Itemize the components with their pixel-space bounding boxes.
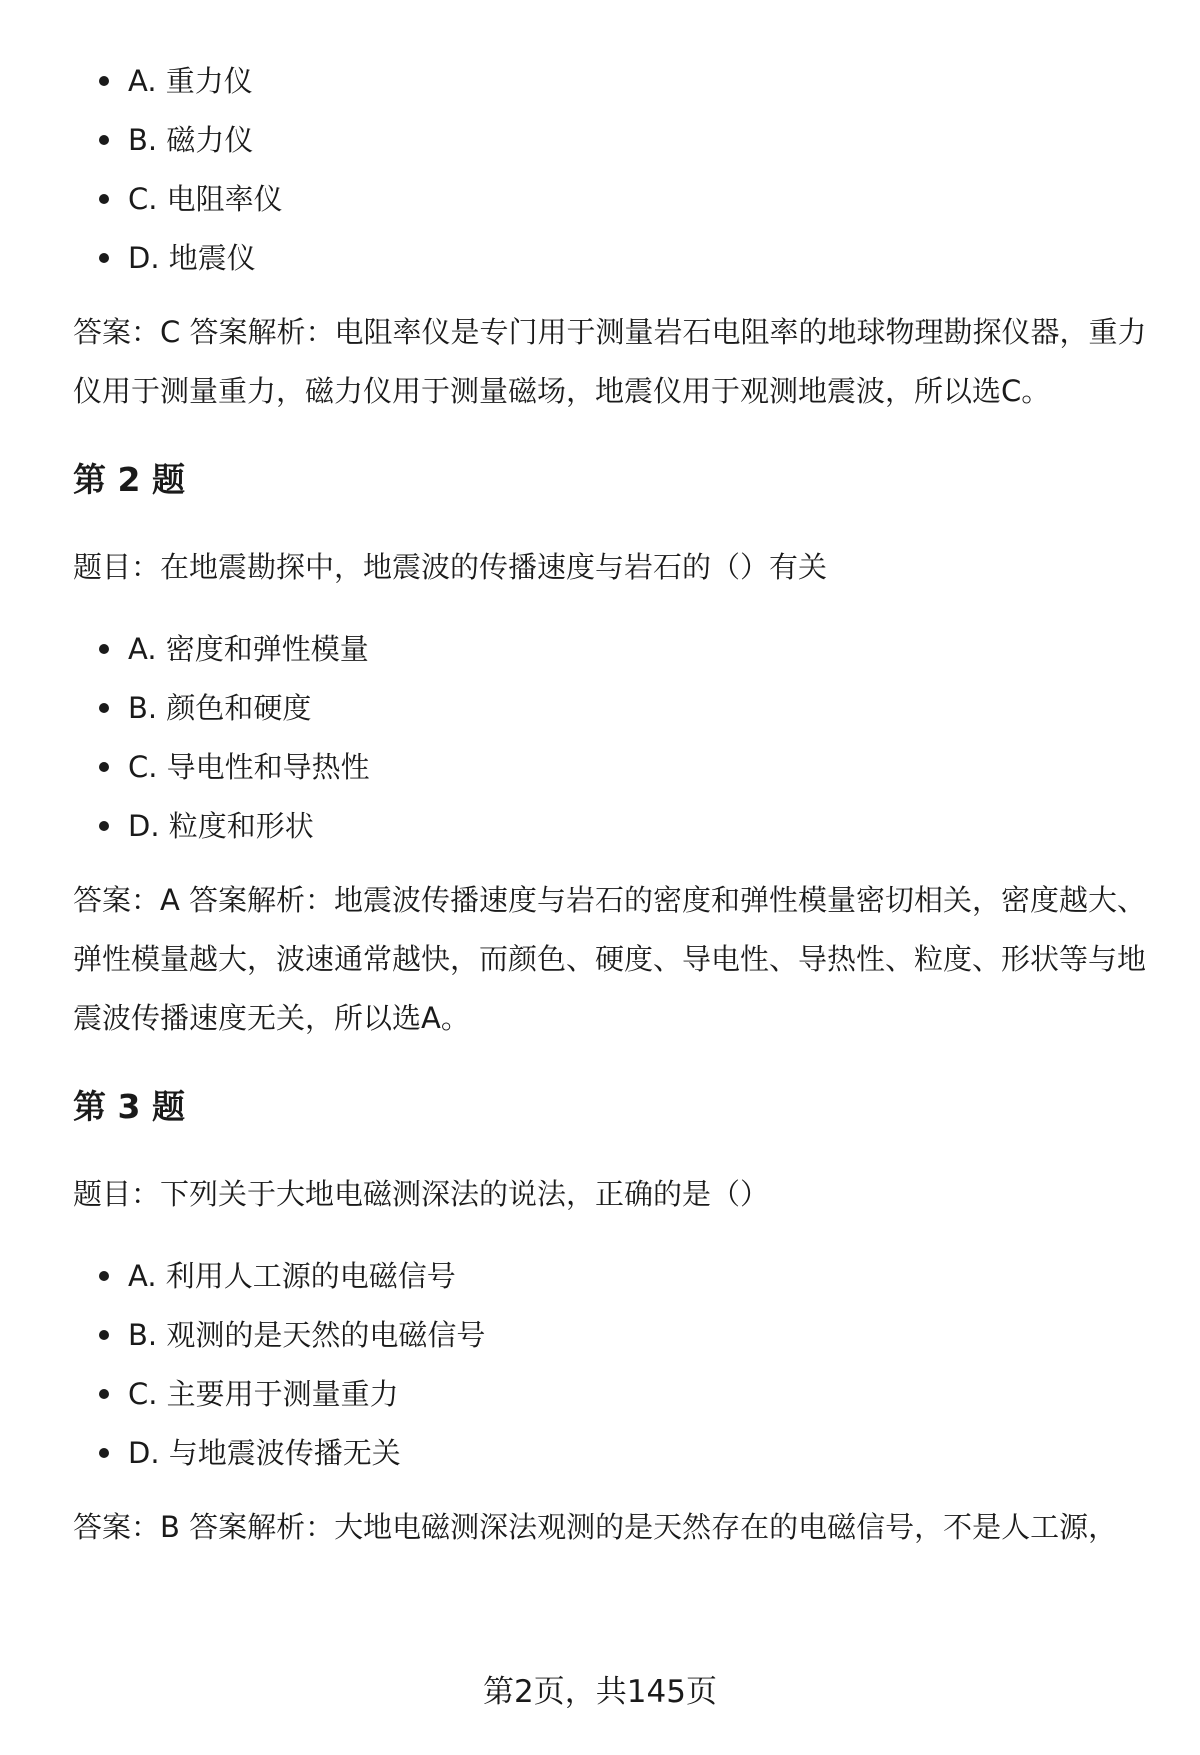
- q1-option-b: B. 磁力仪: [73, 119, 1153, 161]
- q3-option-a: A. 利用人工源的电磁信号: [73, 1255, 1153, 1297]
- question-1: [73, 60, 1153, 421]
- q3-answer: 答案：B 答案解析：大地电磁测深法观测的是天然存在的电磁信号，不是人工源，: [73, 1510, 1118, 1544]
- page-number-footer: 第2页，共145页: [483, 1674, 717, 1710]
- q2-heading: 第 2 题: [73, 460, 185, 499]
- q2-answer: 答案：A 答案解析：地震波传播速度与岩石的密度和弹性模量密切相关，密度越大、弹性模量越大，波速通常越快，而颜色、硬度、导电性、导热性、粒度、形状等与地震波传播速度无关，所以选A。: [73, 883, 1147, 1035]
- q1-answer: 答案：C 答案解析：电阻率仪是专门用于测量岩石电阻率的地球物理勘探仪器，重力仪用于测量重力，磁力仪用于测量磁场，地震仪用于观测地震波，所以选C。: [73, 315, 1147, 408]
- question-2: [73, 459, 1153, 1048]
- q2-option-d: D. 粒度和形状: [73, 805, 1153, 847]
- q3-text: 题目：下列关于大地电磁测深法的说法，正确的是（）: [73, 1177, 770, 1211]
- q3-options: [73, 1255, 1153, 1474]
- q2-option-a: A. 密度和弹性模量: [73, 628, 1153, 670]
- q3-option-c: C. 主要用于测量重力: [73, 1373, 1153, 1415]
- q1-option-c: C. 电阻率仪: [73, 178, 1153, 220]
- q1-option-a: A. 重力仪: [73, 60, 1153, 102]
- question-3: [73, 1086, 1153, 1557]
- q2-option-b: B. 颜色和硬度: [73, 687, 1153, 729]
- q2-option-c: C. 导电性和导热性: [73, 746, 1153, 788]
- q2-options: [73, 628, 1153, 847]
- page-content: [73, 60, 1153, 1557]
- q3-heading: 第 3 题: [73, 1087, 185, 1126]
- q2-text: 题目：在地震勘探中，地震波的传播速度与岩石的（）有关: [73, 550, 828, 584]
- q1-option-d: D. 地震仪: [73, 237, 1153, 279]
- q3-option-d: D. 与地震波传播无关: [73, 1432, 1153, 1474]
- q3-option-b: B. 观测的是天然的电磁信号: [73, 1314, 1153, 1356]
- q1-options: [73, 60, 1153, 279]
